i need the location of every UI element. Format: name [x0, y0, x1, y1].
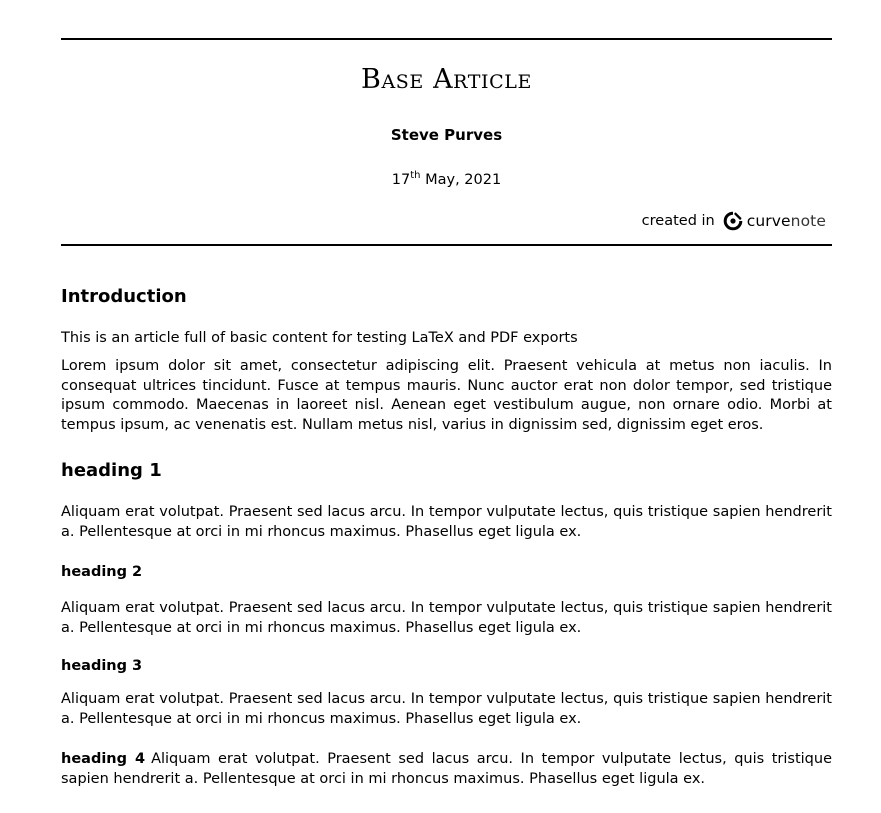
heading-2-body: Aliquam erat volutpat. Praesent sed lacus arcu. In tempor vulputate lectus, quis tristique sapien hendrerit a. Pellentesque at orci in mi rhoncus maximus. Phasellus eget ligula ex.	[61, 600, 832, 636]
heading-3: heading 3	[61, 658, 143, 674]
created-in-badge	[642, 211, 826, 231]
wordmark-part-a: curve	[746, 212, 791, 230]
created-in-label: created in	[641, 213, 715, 229]
introduction-lead: This is an article full of basic content for testing LaTeX and PDF exports	[61, 330, 578, 346]
curvenote-wordmark	[747, 212, 826, 230]
date-suffix: th	[410, 170, 421, 182]
introduction-body: Lorem ipsum dolor sit amet, consectetur adipiscing elit. Praesent vehicula at metus non iaculis. In consequat ultrices tincidunt. Fusce at tempus mauris. Nunc auctor erat non dolor tempor, sed tristique ipsum commodo. Maecenas in laoreet nisl. Aenean eget vestibulum augue, non ornare odio. Morbi at tempus ipsum, ac venenatis est. Nullam metus nisl, varius in dignissim sed, dignissim eget eros.	[61, 358, 832, 433]
heading-1: heading 1	[61, 460, 162, 481]
heading-4: heading 4	[61, 751, 146, 767]
date-rest: May, 2021	[425, 172, 502, 188]
wordmark-part-b: note	[790, 212, 826, 230]
article-date	[61, 172, 832, 188]
introduction-heading: Introduction	[61, 286, 187, 307]
heading-4-paragraph	[61, 750, 832, 789]
heading-4-body: Aliquam erat volutpat. Praesent sed lacus arcu. In tempor vulputate lectus, quis tristique sapien hendrerit a. Pellentesque at orci in mi rhoncus maximus. Phasellus eget ligula ex.	[61, 751, 832, 787]
heading-1-body: Aliquam erat volutpat. Praesent sed lacus arcu. In tempor vulputate lectus, quis tristique sapien hendrerit a. Pellentesque at orci in mi rhoncus maximus. Phasellus eget ligula ex.	[61, 504, 832, 540]
article-author: Steve Purves	[390, 126, 503, 144]
date-day: 17	[391, 172, 411, 188]
bottom-rule	[61, 244, 832, 246]
heading-3-body: Aliquam erat volutpat. Praesent sed lacus arcu. In tempor vulputate lectus, quis tristique sapien hendrerit a. Pellentesque at orci in mi rhoncus maximus. Phasellus eget ligula ex.	[61, 691, 832, 727]
curvenote-logo-icon	[723, 211, 743, 231]
article-title: Base Article	[361, 64, 532, 95]
heading-2: heading 2	[61, 564, 143, 580]
top-rule	[61, 38, 832, 40]
